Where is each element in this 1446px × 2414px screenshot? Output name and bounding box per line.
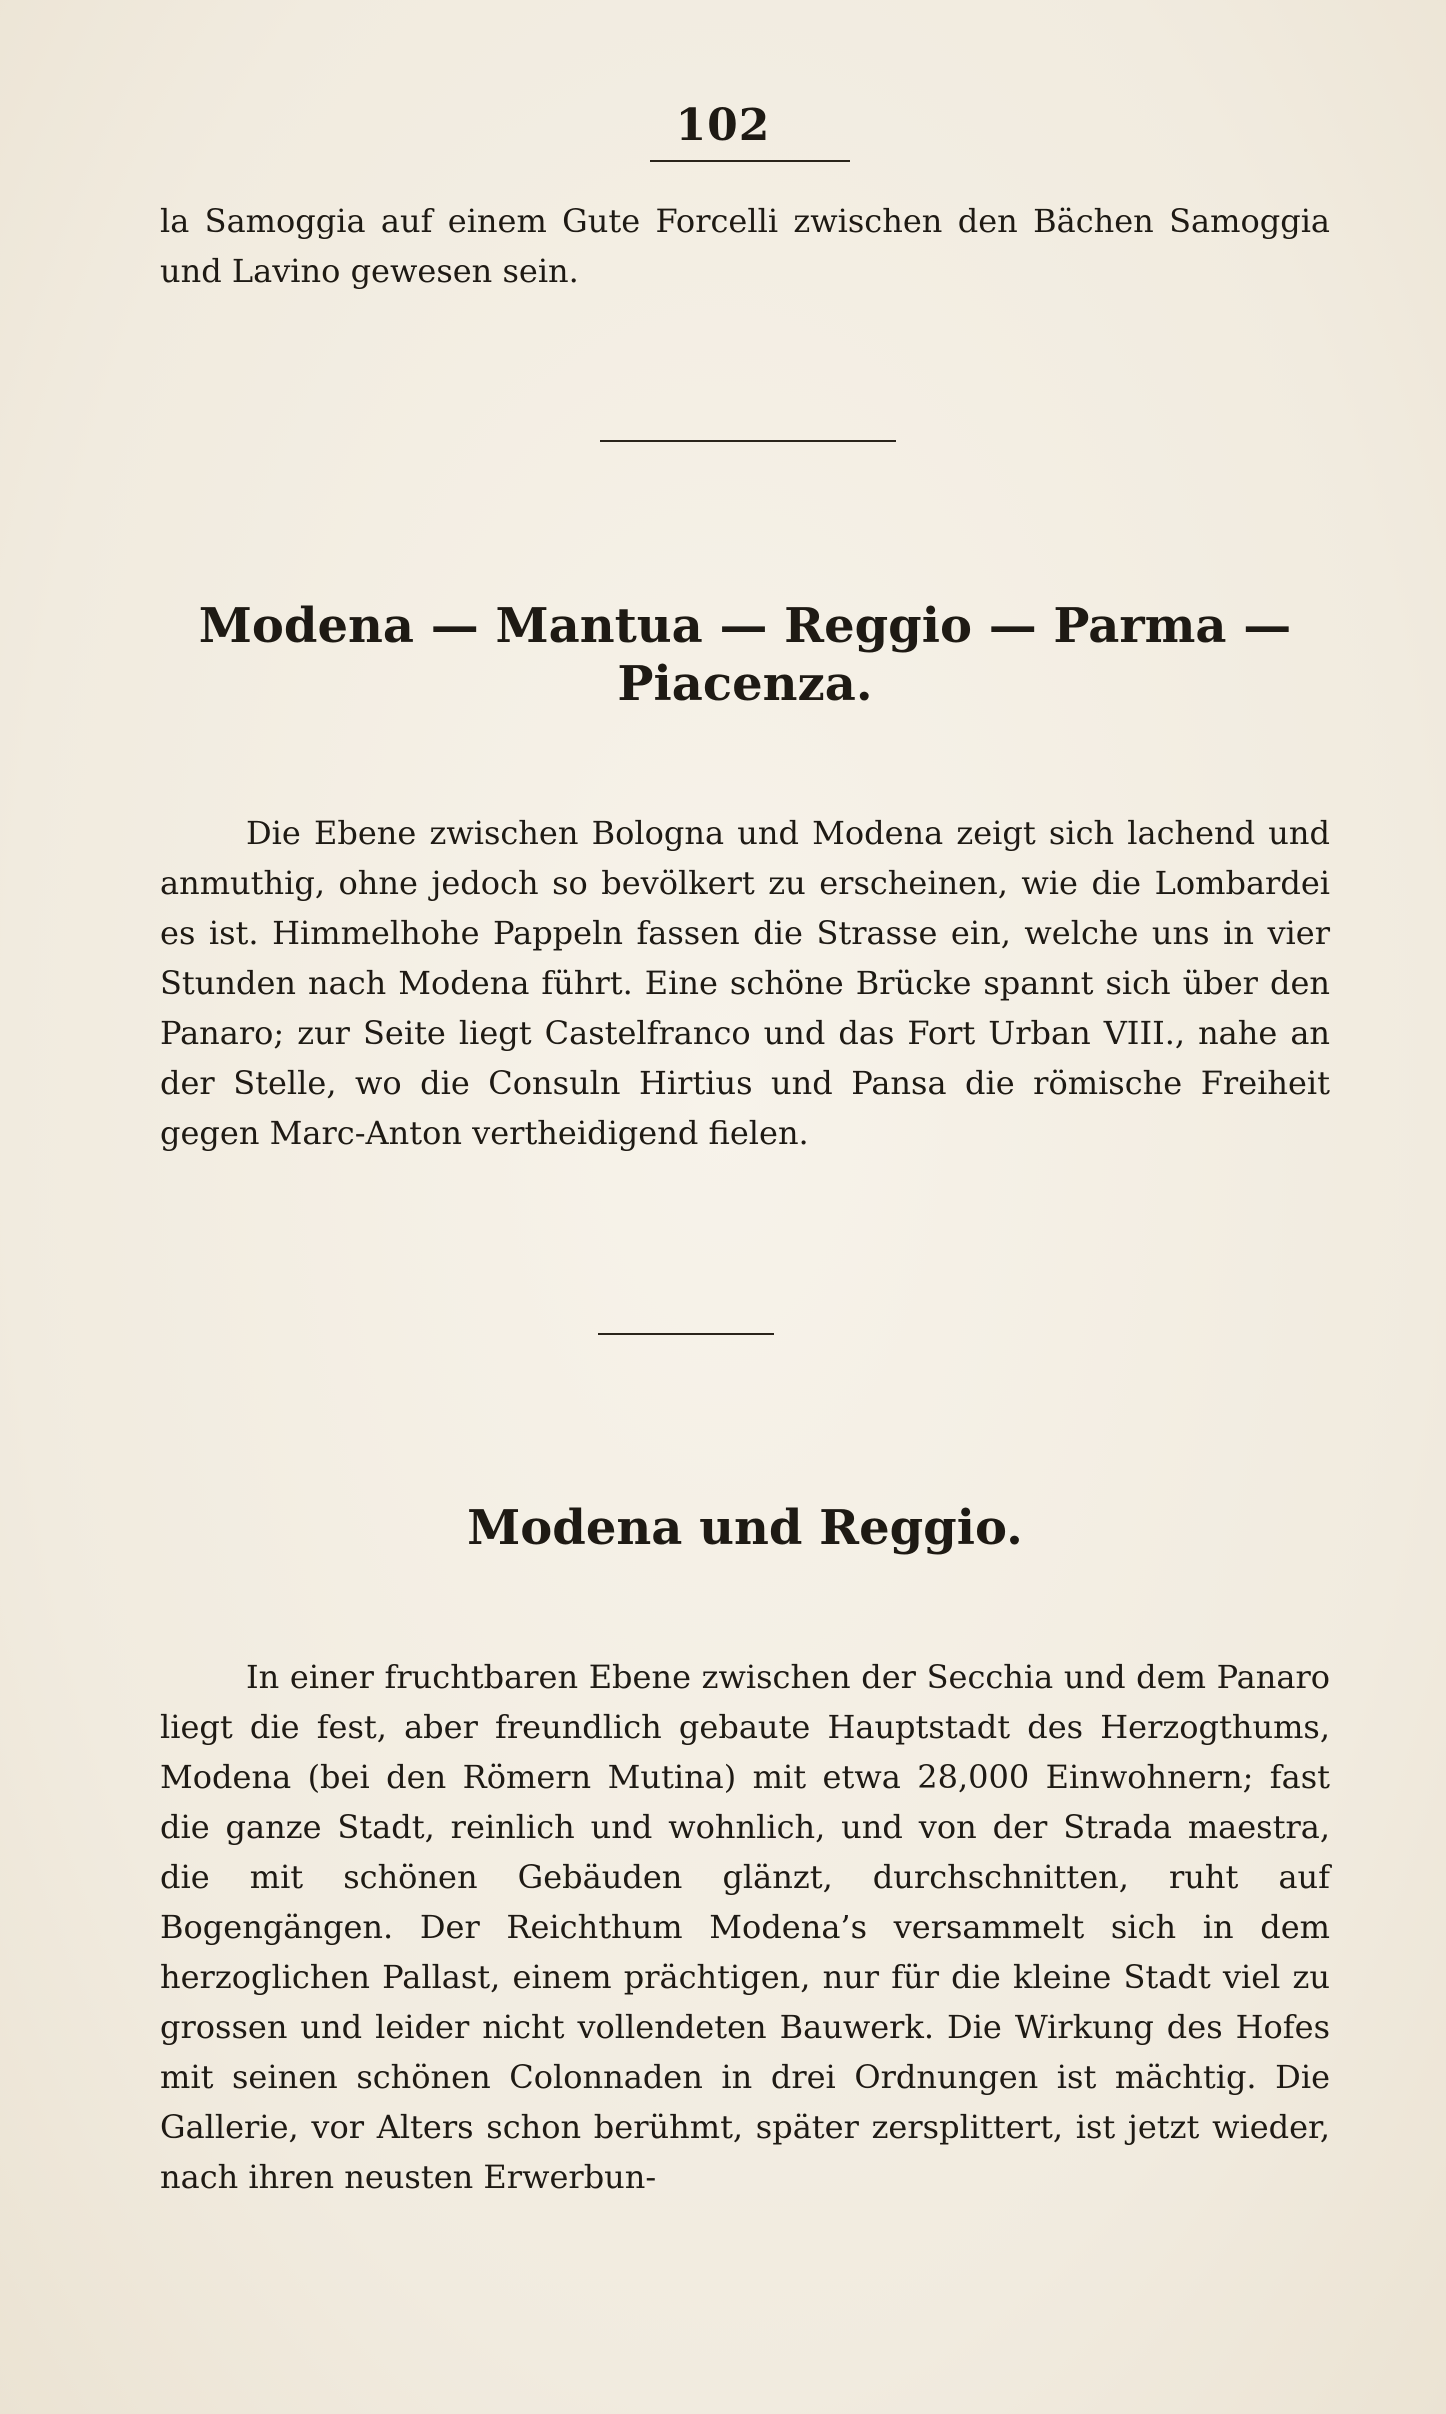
paragraph-continuation: la Samoggia auf einem Gute Forcelli zwischen den Bächen Samoggia und Lavino gewesen sein. [160, 202, 1330, 290]
paragraph-bologna-modena: Die Ebene zwischen Bologna und Modena zeigt sich lachend und anmuthig, ohne jedoch so bevölkert zu erscheinen, wie die Lombardei es ist. Himmelhohe Pappeln fassen die Strasse ein, welche uns in vier Stunden nach Modena führt. Eine schöne Brücke spannt sich über den Panaro; zur Seite liegt Castelfranco und das Fort Urban VIII., nahe an der Stelle, wo die Consuln Hirtius und Pansa die römische Freiheit gegen Marc-Anton vertheidigend fielen. [160, 814, 1330, 1152]
section-heading-line-1: Modena — Mantua — Reggio — Parma — [198, 598, 1292, 654]
section-divider [600, 440, 896, 442]
page-number: 102 [675, 100, 771, 151]
subsection-divider [598, 1333, 774, 1335]
section-heading-line-2: Piacenza. [617, 656, 873, 712]
page-number-rule [650, 160, 850, 162]
subsection-heading: Modena und Reggio. [467, 1500, 1023, 1556]
paragraph-modena: In einer fruchtbaren Ebene zwischen der Secchia und dem Panaro liegt die fest, aber freundlich gebaute Hauptstadt des Herzogthums, Modena (bei den Römern Mutina) mit etwa 28,000 Einwohnern; fast die ganze Stadt, reinlich und wohnlich, und von der Strada maestra, die mit schönen Gebäuden glänzt, durchschnitten, ruht auf Bogengängen. Der Reichthum Modena’s versammelt sich in dem herzoglichen Pallast, einem prächtigen, nur für die kleine Stadt viel zu grossen und leider nicht vollendeten Bauwerk. Die Wirkung des Hofes mit seinen schönen Colonnaden in drei Ordnungen ist mächtig. Die Gallerie, vor Alters schon berühmt, später zersplittert, ist jetzt wieder, nach ihren neusten Erwerbun- [160, 1658, 1330, 2196]
